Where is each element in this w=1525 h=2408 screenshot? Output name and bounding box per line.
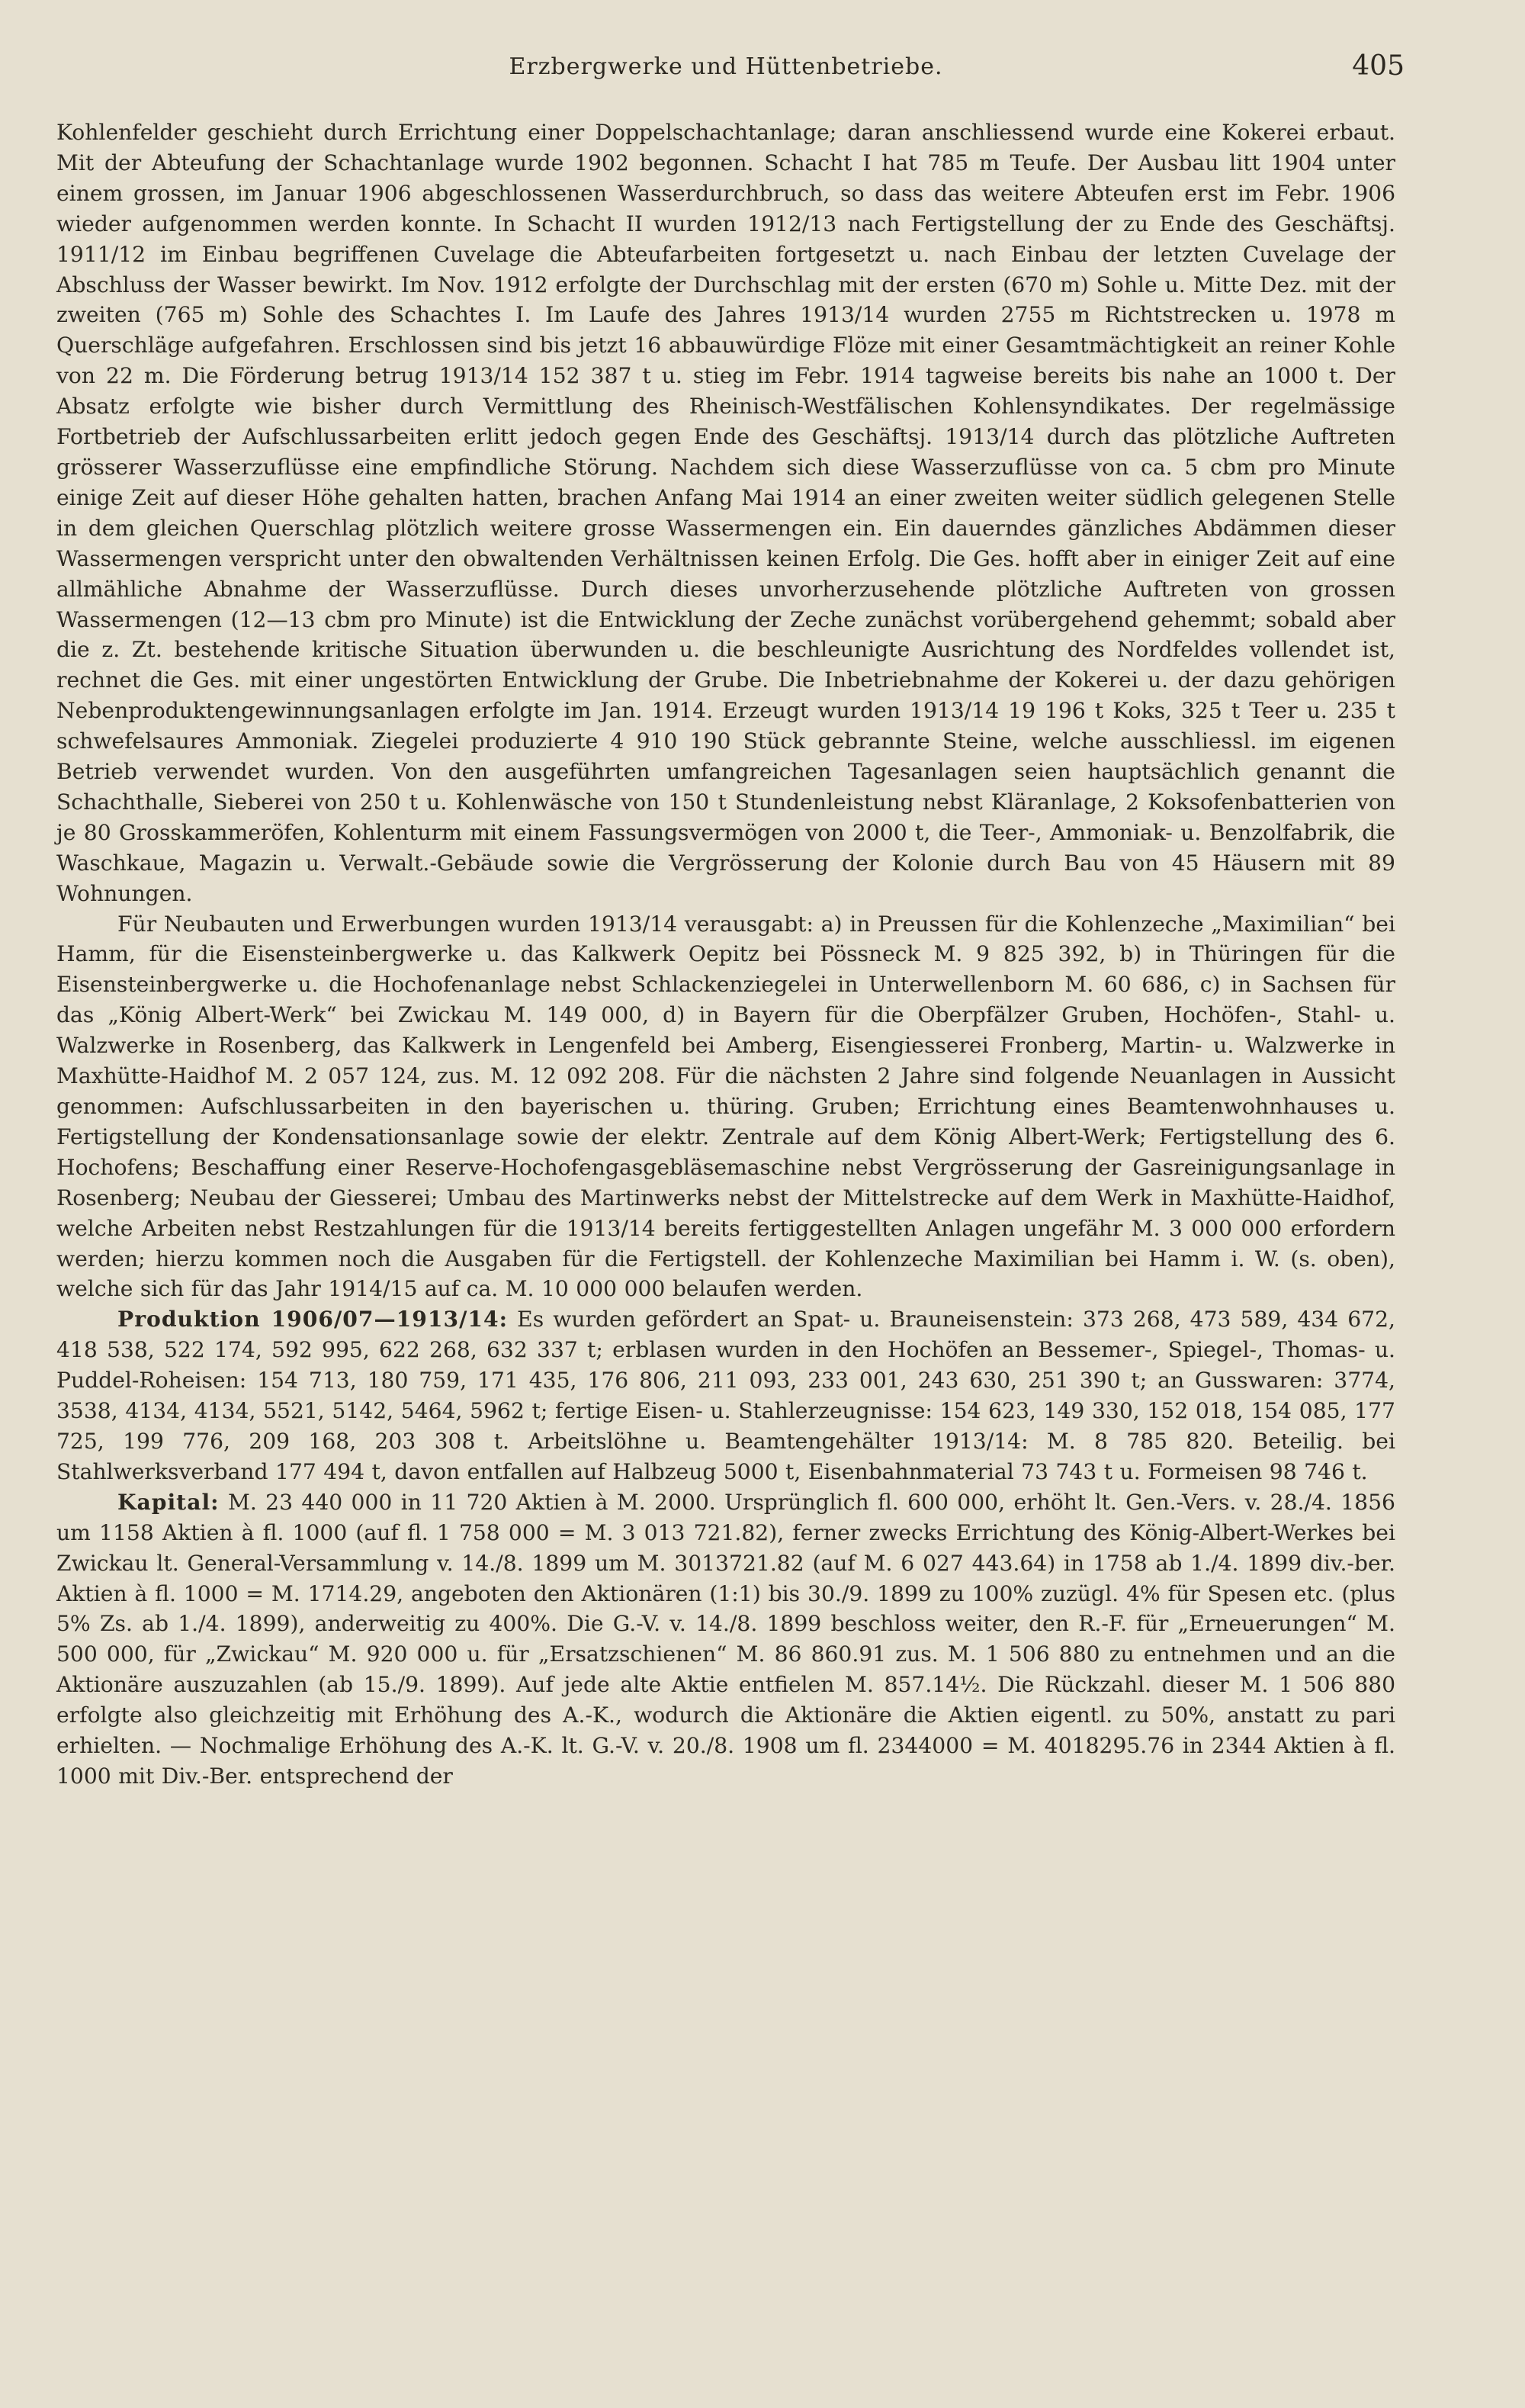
produktion-text: Es wurden gefördert an Spat- u. Brauneisenstein: 373 268, 473 589, 434 672, 418 538, 522 174, 592 995, 622 268, 632 337 t; erblasen wurden in den Hochöfen an Bessemer-, Spiegel-, Thomas- u. Puddel-Roheisen: 154 713, 180 759, 171 435, 176 806, 211 093, 233 001, 243 630, 251 390 t; an Gusswaren: 3774, 3538, 4134, 4134, 5521, 5142, 5464, 5962 t; fertige Eisen- u. Stahlerzeugnisse: 154 623, 149 330, 152 018, 154 085, 177 725, 199 776, 209 168, 203 308 t. Arbeitslöhne u. Beamtengehälter 1913/14: M. 8 785 820. Beteilig. bei Stahlwerksverband 177 494 t, davon entfallen auf Halbzeug 5000 t, Eisenbahnmaterial 73 743 t u. Formeisen 98 746 t. <box>56 1307 1395 1484</box>
page-header <box>56 46 1405 84</box>
paragraph-kapital <box>56 1487 1395 1792</box>
produktion-heading: Produktion 1906/07—1913/14: <box>117 1307 509 1333</box>
page-number: 405 <box>1352 50 1405 82</box>
paragraph-produktion <box>56 1304 1395 1487</box>
paragraph-neubauten: Für Neubauten und Erwerbungen wurden 1913/14 verausgabt: a) in Preussen für die Kohlenzeche „Maximilian“ bei Hamm, für die Eisensteinbergwerke u. das Kalkwerk Oepitz bei Pössneck M. 9 825 392, b) in Thüringen für die Eisensteinbergwerke u. die Hochofenanlage nebst Schlackenziegelei in Unterwellenborn M. 60 686, c) in Sachsen für das „König Albert-Werk“ bei Zwickau M. 149 000, d) in Bayern für die Oberpfälzer Gruben, Hochöfen-, Stahl- u. Walzwerke in Rosenberg, das Kalkwerk in Lengenfeld bei Amberg, Eisengiesserei Fronberg, Martin- u. Walzwerke in Maxhütte-Haidhof M. 2 057 124, zus. M. 12 092 208. Für die nächsten 2 Jahre sind folgende Neuanlagen in Aussicht genommen: Aufschlussarbeiten in den bayerischen u. thüring. Gruben; Errichtung eines Beamtenwohnhauses u. Fertigstellung der Kondensationsanlage sowie der elektr. Zentrale auf dem König Albert-Werk; Fertigstellung des 6. Hochofens; Beschaffung einer Reserve-Hochofengasgebläsemaschine nebst Vergrösserung der Gasreinigungsanlage in Rosenberg; Neubau der Giesserei; Umbau des Martinwerks nebst der Mittelstrecke auf dem Werk in Maxhütte-Haidhof, welche Arbeiten nebst Restzahlungen für die 1913/14 bereits fertiggestellten Anlagen ungefähr M. 3 000 000 erfordern werden; hierzu kommen noch die Ausgaben für die Fertigstell. der Kohlenzeche Maximilian bei Hamm i. W. (s. oben), welche sich für das Jahr 1914/15 auf ca. M. 10 000 000 belaufen werden. <box>56 911 1395 1302</box>
kapital-heading: Kapital: <box>117 1489 220 1515</box>
running-title: Erzbergwerke und Hüttenbetriebe. <box>509 53 943 80</box>
body-text <box>56 117 1395 1792</box>
kapital-text: M. 23 440 000 in 11 720 Aktien à M. 2000. Ursprünglich fl. 600 000, erhöht lt. Gen.-Vers. v. 28./4. 1856 um 1158 Aktien à fl. 1000 (auf fl. 1 758 000 = M. 3 013 721.82), ferner zwecks Errichtung des König-Albert-Werkes bei Zwickau lt. General-Versammlung v. 14./8. 1899 um M. 3013721.82 (auf M. 6 027 443.64) in 1758 ab 1./4. 1899 div.-ber. Aktien à fl. 1000 = M. 1714.29, angeboten den Aktionären (1:1) bis 30./9. 1899 zu 100% zuzügl. 4% für Spesen etc. (plus 5% Zs. ab 1./4. 1899), anderweitig zu 400%. Die G.-V. v. 14./8. 1899 beschloss weiter, den R.-F. für „Erneuerungen“ M. 500 000, für „Zwickau“ M. 920 000 u. für „Ersatzschienen“ M. 86 860.91 zus. M. 1 506 880 zu entnehmen und an die Aktionäre auszuzahlen (ab 15./9. 1899). Auf jede alte Aktie entfielen M. 857.14½. Die Rückzahl. dieser M. 1 506 880 erfolgte also gleichzeitig mit Erhöhung des A.-K., wodurch die Aktionäre die Aktien eigentl. zu 50%, anstatt zu pari erhielten. — Nochmalige Erhöhung des A.-K. lt. G.-V. v. 20./8. 1908 um fl. 2344000 = M. 4018295.76 in 2344 Aktien à fl. 1000 mit Div.-Ber. entsprechend der <box>56 1489 1395 1789</box>
paragraph-kohlenfelder: Kohlenfelder geschieht durch Errichtung einer Doppelschachtanlage; daran anschliessend wurde eine Kokerei erbaut. Mit der Abteufung der Schachtanlage wurde 1902 begonnen. Schacht I hat 785 m Teufe. Der Ausbau litt 1904 unter einem grossen, im Januar 1906 abgeschlossenen Wasserdurchbruch, so dass das weitere Abteufen erst im Febr. 1906 wieder aufgenommen werden konnte. In Schacht II wurden 1912/13 nach Fertigstellung der zu Ende des Geschäftsj. 1911/12 im Einbau begriffenen Cuvelage die Abteufarbeiten fortgesetzt u. nach Einbau der letzten Cuvelage der Abschluss der Wasser bewirkt. Im Nov. 1912 erfolgte der Durchschlag mit der ersten (670 m) Sohle u. Mitte Dez. mit der zweiten (765 m) Sohle des Schachtes I. Im Laufe des Jahres 1913/14 wurden 2755 m Richtstrecken u. 1978 m Querschläge aufgefahren. Erschlossen sind bis jetzt 16 abbauwürdige Flöze mit einer Gesamtmächtigkeit an reiner Kohle von 22 m. Die Förderung betrug 1913/14 152 387 t u. stieg im Febr. 1914 tagweise bereits bis nahe an 1000 t. Der Absatz erfolgte wie bisher durch Vermittlung des Rheinisch-Westfälischen Kohlensyndikates. Der regelmässige Fortbetrieb der Aufschlussarbeiten erlitt jedoch gegen Ende des Geschäftsj. 1913/14 durch das plötzliche Auftreten grösserer Wasserzuflüsse eine empfindliche Störung. Nachdem sich diese Wasserzuflüsse von ca. 5 cbm pro Minute einige Zeit auf dieser Höhe gehalten hatten, brachen Anfang Mai 1914 an einer zweiten weiter südlich gelegenen Stelle in dem gleichen Querschlag plötzlich weitere grosse Wassermengen ein. Ein dauerndes gänzliches Abdämmen dieser Wassermengen verspricht unter den obwaltenden Verhältnissen keinen Erfolg. Die Ges. hofft aber in einiger Zeit auf eine allmähliche Abnahme der Wasserzuflüsse. Durch dieses unvorherzusehende plötzliche Auftreten von grossen Wassermengen (12—13 cbm pro Minute) ist die Entwicklung der Zeche zunächst vorübergehend gehemmt; sobald aber die z. Zt. bestehende kritische Situation überwunden u. die beschleunigte Ausrichtung des Nordfeldes vollendet ist, rechnet die Ges. mit einer ungestörten Entwicklung der Grube. Die Inbetriebnahme der Kokerei u. der dazu gehörigen Nebenproduktengewinnungsanlagen erfolgte im Jan. 1914. Erzeugt wurden 1913/14 19 196 t Koks, 325 t Teer u. 235 t schwefelsaures Ammoniak. Ziegelei produzierte 4 910 190 Stück gebrannte Steine, welche ausschliessl. im eigenen Betrieb verwendet wurden. Von den ausgeführten umfangreichen Tagesanlagen seien hauptsächlich genannt die Schachthalle, Sieberei von 250 t u. Kohlenwäsche von 150 t Stundenleistung nebst Kläranlage, 2 Koksofenbatterien von je 80 Grosskammeröfen, Kohlenturm mit einem Fassungsvermögen von 2000 t, die Teer-, Ammoniak- u. Benzolfabrik, die Waschkaue, Magazin u. Verwalt.-Gebäude sowie die Vergrösserung der Kolonie durch Bau von 45 Häusern mit 89 Wohnungen. <box>56 120 1395 906</box>
